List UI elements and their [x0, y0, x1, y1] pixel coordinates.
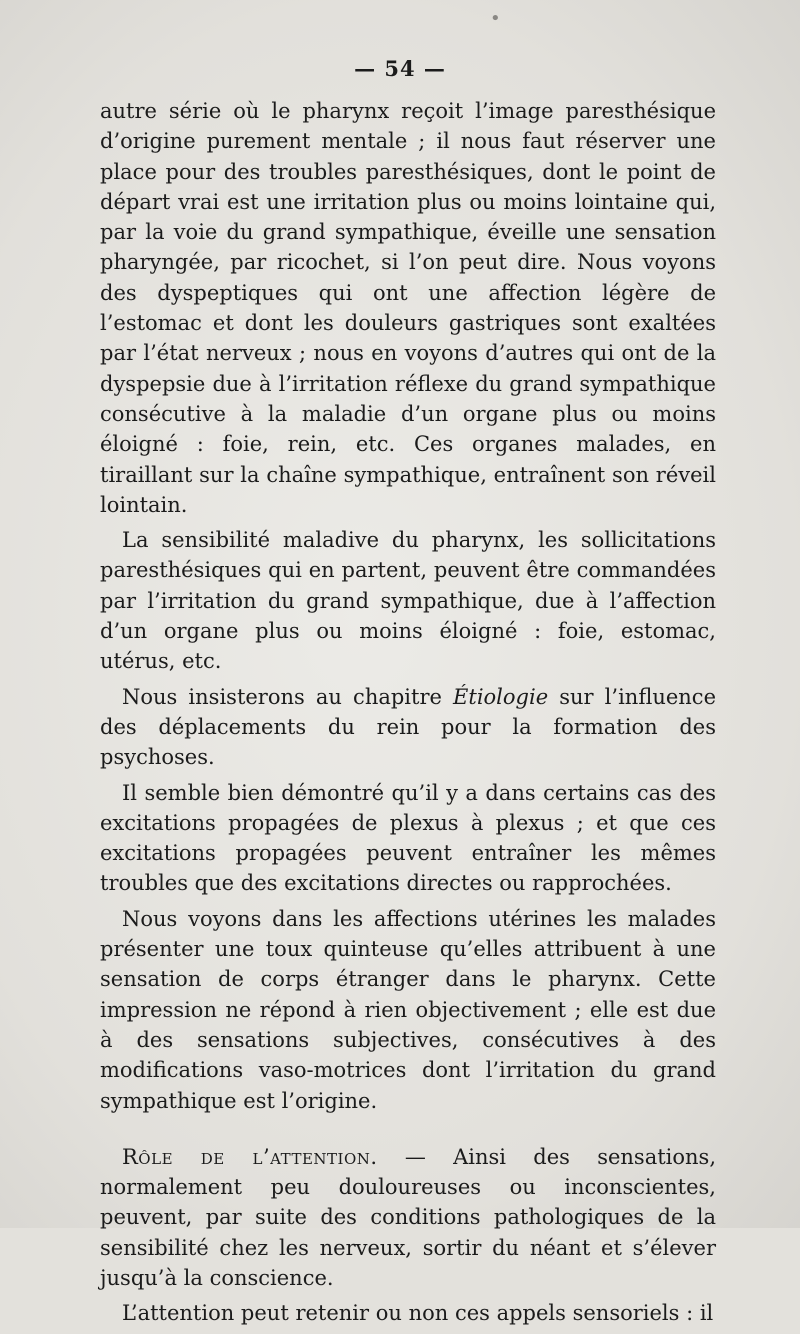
ink-speck: • [490, 8, 501, 29]
section-paragraph [100, 1142, 716, 1293]
paragraph-etiologie [100, 682, 716, 773]
page-number: — 54 — [354, 56, 446, 81]
paragraph: L’attention peut retenir ou non ces appels sensoriels : il [122, 1301, 714, 1326]
paragraph: Il semble bien démontré qu’il y a dans certains cas des excitations propagées de plexus à plexus ; et que ces excitations propagées peuvent entraîner les mêmes troubles que des excitations directes ou rapprochées. [100, 780, 716, 896]
paragraph-text: — Ainsi des sensations, normalement peu douloureuses ou inconscientes, peuvent, par suite des conditions pathologiques de la sensibilité chez les nerveux, sortir du néant et s’élever jusqu’à la conscience. [100, 1144, 716, 1290]
section-heading: Rôle de l’attention. [122, 1144, 378, 1169]
paragraph-text: Nous insisterons au chapitre [122, 684, 454, 709]
paragraph: La sensibilité maladive du pharynx, les sollicitations paresthésiques qui en partent, peuvent être commandées par l’irritation du grand sympathique, due à l’affection d’un organe plus ou moins éloigné : foie, estomac, utérus, etc. [100, 528, 716, 674]
paragraph-text: sur l’influence des déplacements du rein pour la formation des psychoses. [100, 684, 716, 770]
paragraph: Nous voyons dans les affections utérines les malades présenter une toux quinteuse qu’elles attribuent à une sensation de corps étranger dans le pharynx. Cette impression ne répond à rien objectivement ; elle est due à des sensations subjectives, consécutives à des modifications vaso-motrices dont l’irritation du grand sympathique est l’origine. [100, 906, 716, 1113]
body-text [100, 96, 716, 1334]
paragraph-continued: autre série où le pharynx reçoit l’image paresthésique d’origine purement mentale ; il nous faut réserver une place pour des troubles paresthésiques, dont le point de départ vrai est une irritation plus ou moins lointaine qui, par la voie du grand sympathique, éveille une sensation pharyngée, par ricochet, si l’on peut dire. Nous voyons des dyspeptiques qui ont une affection légère de l’estomac et dont les douleurs gastriques sont exaltées par l’état nerveux ; nous en voyons d’autres qui ont de la dyspepsie due à l’irritation réflexe du grand sympathique consécutive à la maladie d’un organe plus ou moins éloigné : foie, rein, etc. Ces organes malades, en tiraillant sur la chaîne sympathique, entraînent son réveil lointain. [100, 99, 716, 517]
chapter-reference: Étiologie [453, 684, 549, 709]
